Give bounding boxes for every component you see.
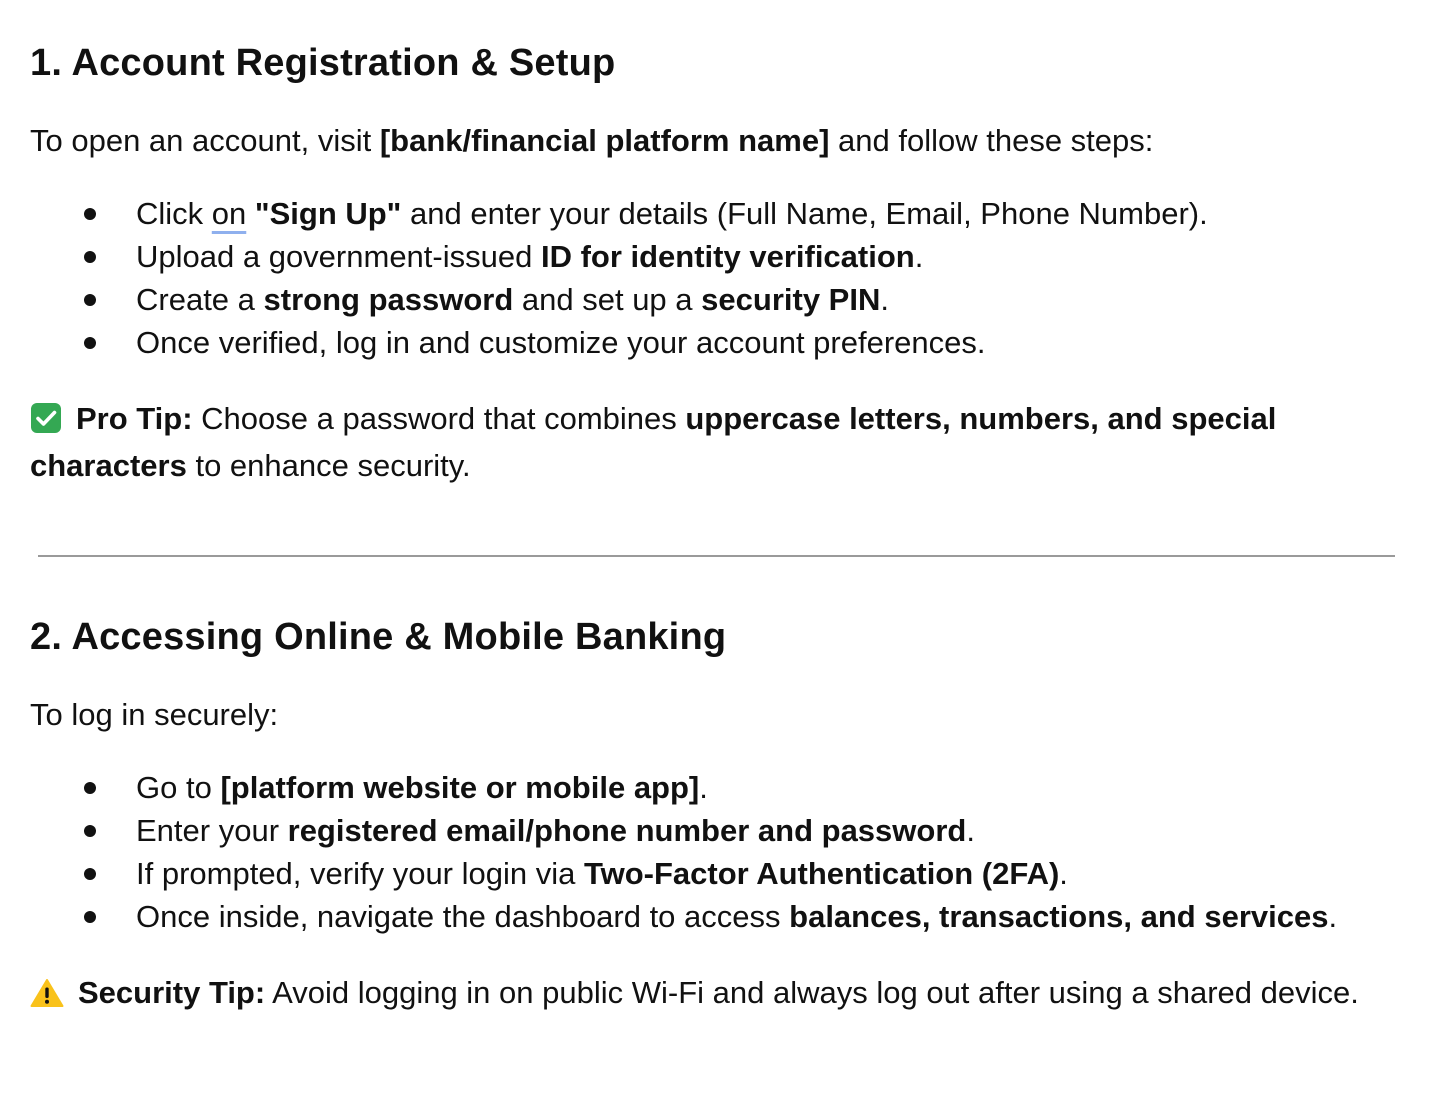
list-item: Once inside, navigate the dashboard to access balances, transactions, and services. — [30, 895, 1410, 938]
registration-steps-list — [30, 192, 1410, 364]
list-item: Upload a government-issued ID for identity verification. — [30, 235, 1410, 278]
list-item: Create a strong password and set up a security PIN. — [30, 278, 1410, 321]
section-2-intro: To log in securely: — [30, 697, 279, 732]
list-item: Once verified, log in and customize your account preferences. — [30, 321, 1410, 364]
bullet-icon — [84, 782, 96, 794]
section-online-mobile-banking — [30, 614, 1410, 1019]
security-tip-label: Security Tip: — [78, 975, 266, 1010]
pro-tip: Pro Tip: Choose a password that combines uppercase letters, numbers, and special characters to enhance security. — [30, 401, 1277, 483]
spellcheck-word[interactable]: on — [211, 196, 247, 231]
section-account-registration — [30, 40, 1410, 487]
bullet-icon — [84, 337, 96, 349]
section-2-heading: 2. Accessing Online & Mobile Banking — [30, 616, 727, 658]
login-steps-list — [30, 766, 1410, 938]
platform-name-placeholder: [bank/financial platform name] — [379, 123, 830, 158]
section-1-intro: To open an account, visit [bank/financial platform name] and follow these steps: — [30, 123, 1154, 158]
bullet-icon — [84, 911, 96, 923]
horizontal-divider — [38, 555, 1395, 557]
bullet-icon — [84, 251, 96, 263]
warning-icon — [30, 977, 64, 1019]
list-item: Go to [platform website or mobile app]. — [30, 766, 1410, 809]
list-item: Enter your registered email/phone number and password. — [30, 809, 1410, 852]
bullet-icon — [84, 868, 96, 880]
bullet-icon — [84, 208, 96, 220]
check-mark-icon — [30, 402, 62, 445]
pro-tip-label: Pro Tip: — [76, 401, 193, 436]
bullet-icon — [84, 825, 96, 837]
list-item: If prompted, verify your login via Two-Factor Authentication (2FA). — [30, 852, 1410, 895]
security-tip: Security Tip: Avoid logging in on public Wi-Fi and always log out after using a shared device. — [30, 972, 1370, 1019]
list-item: Click on "Sign Up" and enter your details (Full Name, Email, Phone Number). — [30, 192, 1410, 235]
section-1-heading: 1. Account Registration & Setup — [30, 42, 616, 84]
bullet-icon — [84, 294, 96, 306]
